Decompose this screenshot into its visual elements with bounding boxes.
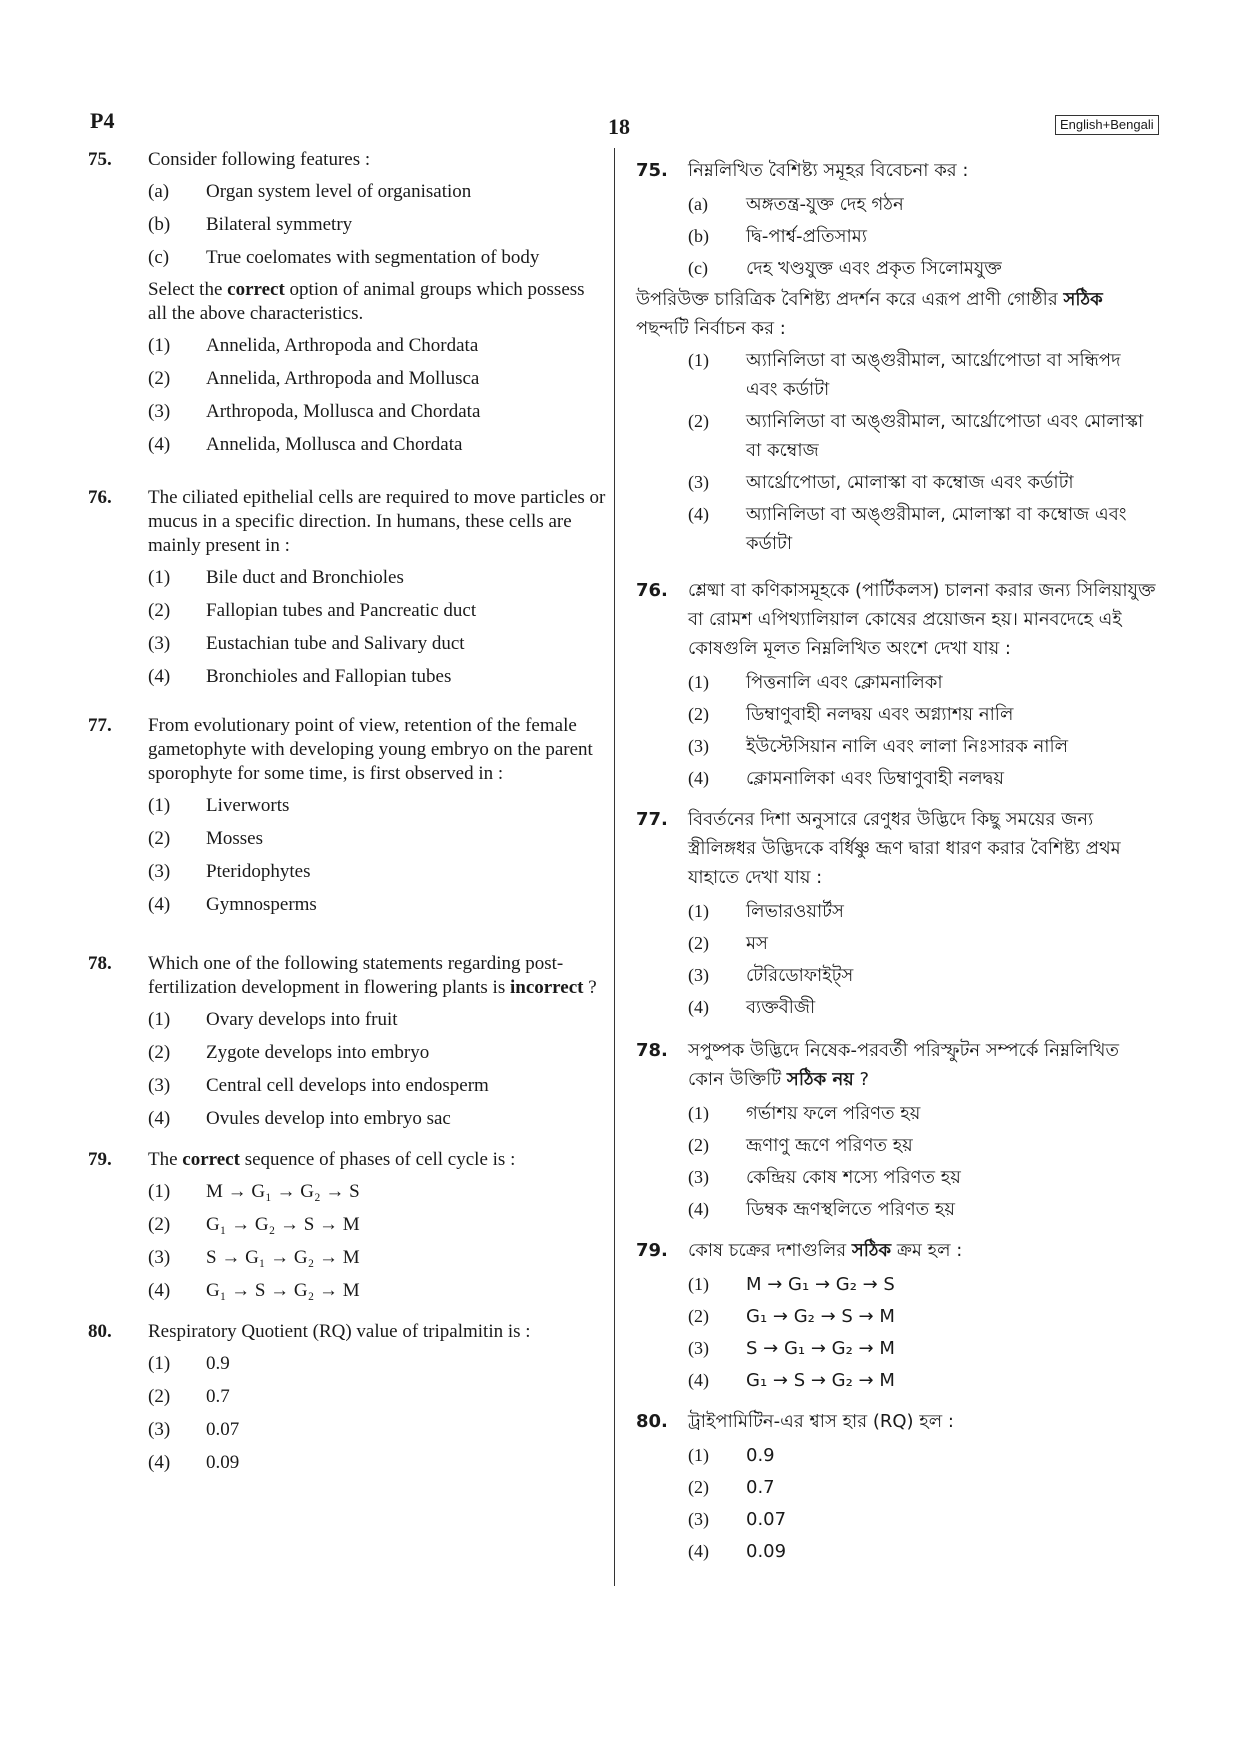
answer-option[interactable]: (4) Ovules develop into embryo sac [148,1108,451,1129]
question-77-bengali [636,805,1156,1024]
answer-option[interactable]: (1) M → G₁ → G₂ → S [148,1181,360,1202]
answer-option[interactable]: (4) অ্যানিলিডা বা অঙ্গুরীমাল, মোলাস্কা বা কম্বোজ এবং কর্ডাটা [688,504,1127,554]
english-column [88,148,606,1480]
feature-item: (a) অঙ্গতন্ত্র-যুক্ত দেহ গঠন [688,194,904,215]
answer-option[interactable]: (3) Arthropoda, Mollusca and Chordata [148,401,481,422]
answer-option[interactable]: (4) Annelida, Mollusca and Chordata [148,434,463,455]
answer-option[interactable]: (3) Central cell develops into endosperm [148,1075,489,1096]
feature-item: (a) Organ system level of organisation [148,181,472,202]
question-instruction: Select the correct option of animal groups which possess all the above characteristics. [148,279,585,324]
answer-option[interactable]: (4) ব্যক্তবীজী [688,997,816,1018]
answer-option[interactable]: (2) 0.7 [688,1477,775,1498]
answer-option[interactable]: (1) Bile duct and Bronchioles [148,567,404,588]
answer-option[interactable]: (3) Eustachian tube and Salivary duct [148,633,465,654]
answer-option[interactable]: (3) S → G₁ → G₂ → M [688,1338,895,1359]
question-stem: The ciliated epithelial cells are required to move particles or mucus in a specific direction. In humans, these cells are mainly present in : [148,487,606,556]
question-78-bengali [636,1036,1156,1226]
question-stem: Which one of the following statements regarding post-fertilization development in flowering plants is incorrect ? [148,953,597,998]
question-number: 76. [636,580,668,601]
question-76-bengali [636,576,1156,795]
answer-option[interactable]: (3) Pteridophytes [148,861,311,882]
page-number: 18 [608,114,630,139]
question-number: 78. [636,1040,668,1061]
answer-option[interactable]: (2) Mosses [148,828,264,849]
question-stem: সপুষ্পক উদ্ভিদে নিষেক-পরবর্তী পরিস্ফুটন সম্পর্কে নিম্নলিখিত কোন উক্তিটি সঠিক নয় ? [688,1040,1120,1090]
answer-option[interactable]: (3) কেন্দ্রিয় কোষ শস্যে পরিণত হয় [688,1167,961,1188]
answer-option[interactable]: (2) ডিম্বাণুবাহী নলদ্বয় এবং অগ্ন্যাশয় নালি [688,704,1014,725]
answer-option[interactable]: (3) S → G₁ → G₂ → M [148,1247,360,1268]
question-76 [88,486,606,694]
answer-option[interactable]: (3) 0.07 [148,1419,240,1440]
answer-option[interactable]: (3) টেরিডোফাইট্‌স [688,965,854,986]
answer-option[interactable]: (2) মস [688,933,768,954]
answer-option[interactable]: (2) Zygote develops into embryo [148,1042,430,1063]
question-number: 77. [88,715,112,736]
question-78 [88,952,606,1136]
question-stem: কোষ চক্রের দশাগুলির সঠিক ক্রম হল : [688,1240,963,1261]
answer-option[interactable]: (2) অ্যানিলিডা বা অঙ্গুরীমাল, আর্থ্রোপোডা এবং মোলাস্কা বা কম্বোজ [688,411,1144,461]
answer-option[interactable]: (2) 0.7 [148,1386,230,1407]
question-number: 79. [88,1149,112,1170]
answer-option[interactable]: (2) Fallopian tubes and Pancreatic duct [148,600,477,621]
answer-option[interactable]: (3) ইউস্টেসিয়ান নালি এবং লালা নিঃসারক নালি [688,736,1069,757]
question-instruction: উপরিউক্ত চারিত্রিক বৈশিষ্ট্য প্রদর্শন করে এরূপ প্রাণী গোষ্ঠীর সঠিক পছন্দটি নির্বাচন কর : [636,289,1103,339]
feature-item: (b) দ্বি-পার্শ্ব-প্রতিসাম্য [688,226,867,247]
question-77 [88,714,606,922]
answer-option[interactable]: (4) 0.09 [148,1452,240,1473]
question-stem: ট্রাইপামিটিন-এর শ্বাস হার (RQ) হল : [688,1411,954,1432]
answer-option[interactable]: (1) 0.9 [148,1353,230,1374]
question-number: 79. [636,1240,668,1261]
answer-option[interactable]: (3) 0.07 [688,1509,787,1530]
language-label: English+Bengali [1055,115,1159,135]
question-number: 80. [88,1321,112,1342]
question-79-bengali [636,1236,1156,1397]
question-number: 77. [636,809,668,830]
feature-item: (c) True coelomates with segmentation of body [148,247,540,268]
answer-option[interactable]: (1) পিত্তনালি এবং ক্লোমনালিকা [688,672,943,693]
answer-option[interactable]: (1) গর্ভাশয় ফলে পরিণত হয় [688,1103,921,1124]
answer-option[interactable]: (4) ক্লোমনালিকা এবং ডিম্বাণুবাহী নলদ্বয় [688,768,1004,789]
answer-option[interactable]: (2) G₁ → G₂ → S → M [148,1214,360,1235]
answer-option[interactable]: (4) Gymnosperms [148,894,317,915]
answer-option[interactable]: (4) G₁ → S → G₂ → M [148,1280,360,1301]
answer-option[interactable]: (2) Annelida, Arthropoda and Mollusca [148,368,480,389]
question-stem: Consider following features : [148,149,371,170]
answer-option[interactable]: (4) ডিম্বক ভ্রূণস্থলিতে পরিণত হয় [688,1199,955,1220]
bengali-column [636,148,1156,1568]
answer-option[interactable]: (4) Bronchioles and Fallopian tubes [148,666,452,687]
answer-option[interactable]: (2) G₁ → G₂ → S → M [688,1306,895,1327]
question-stem: শ্লেষ্মা বা কণিকাসমূহকে (পার্টিকলস) চালনা করার জন্য সিলিয়াযুক্ত বা রোমশ এপিথ্যালিয়াল কোষের প্রয়োজন হয়। মানবদেহে এই কোষগুলি মূলত নিম্নলিখিত অংশে দেখা যায় : [688,580,1156,659]
question-80 [88,1320,606,1480]
question-80-bengali [636,1407,1156,1568]
question-number: 75. [636,160,668,181]
question-stem: The correct sequence of phases of cell cycle is : [148,1149,516,1170]
question-number: 75. [88,149,112,170]
answer-option[interactable]: (1) Ovary develops into fruit [148,1009,398,1030]
answer-option[interactable]: (3) আর্থ্রোপোডা, মোলাস্কা বা কম্বোজ এবং কর্ডাটা [688,472,1074,493]
question-number: 78. [88,953,112,974]
answer-option[interactable]: (1) অ্যানিলিডা বা অঙ্গুরীমাল, আর্থ্রোপোডা বা সন্ধিপদ এবং কর্ডাটা [688,350,1121,400]
question-number: 80. [636,1411,668,1432]
paper-code: P4 [90,108,115,133]
question-79 [88,1148,606,1308]
answer-option[interactable]: (4) G₁ → S → G₂ → M [688,1370,895,1391]
question-stem: Respiratory Quotient (RQ) value of tripalmitin is : [148,1321,531,1342]
question-stem: নিম্নলিখিত বৈশিষ্ট্য সমূহর বিবেচনা কর : [688,160,969,181]
feature-item: (c) দেহ খণ্ডযুক্ত এবং প্রকৃত সিলোমযুক্ত [688,258,1002,279]
question-75-bengali [636,156,1156,560]
answer-option[interactable]: (1) Liverworts [148,795,290,816]
answer-option[interactable]: (1) M → G₁ → G₂ → S [688,1274,895,1295]
column-divider [614,148,615,1586]
answer-option[interactable]: (1) লিভারওয়ার্টস [688,901,844,922]
answer-option[interactable]: (2) ভ্রূণাণু ভ্রূণে পরিণত হয় [688,1135,913,1156]
question-75 [88,148,606,462]
answer-option[interactable]: (1) 0.9 [688,1445,775,1466]
answer-option[interactable]: (4) 0.09 [688,1541,787,1562]
question-number: 76. [88,487,112,508]
feature-item: (b) Bilateral symmetry [148,214,353,235]
question-stem: বিবর্তনের দিশা অনুসারে রেণুধর উদ্ভিদে কিছু সময়ের জন্য স্ত্রীলিঙ্গধর উদ্ভিদকে বর্ধিষ্ণু ভ্রূণ দ্বারা ধারণ করার বৈশিষ্ট্য প্রথম যাহাতে দেখা যায় : [688,809,1121,888]
answer-option[interactable]: (1) Annelida, Arthropoda and Chordata [148,335,479,356]
question-stem: From evolutionary point of view, retention of the female gametophyte with developing young embryo on the parent sporophyte for some time, is first observed in : [148,715,593,784]
